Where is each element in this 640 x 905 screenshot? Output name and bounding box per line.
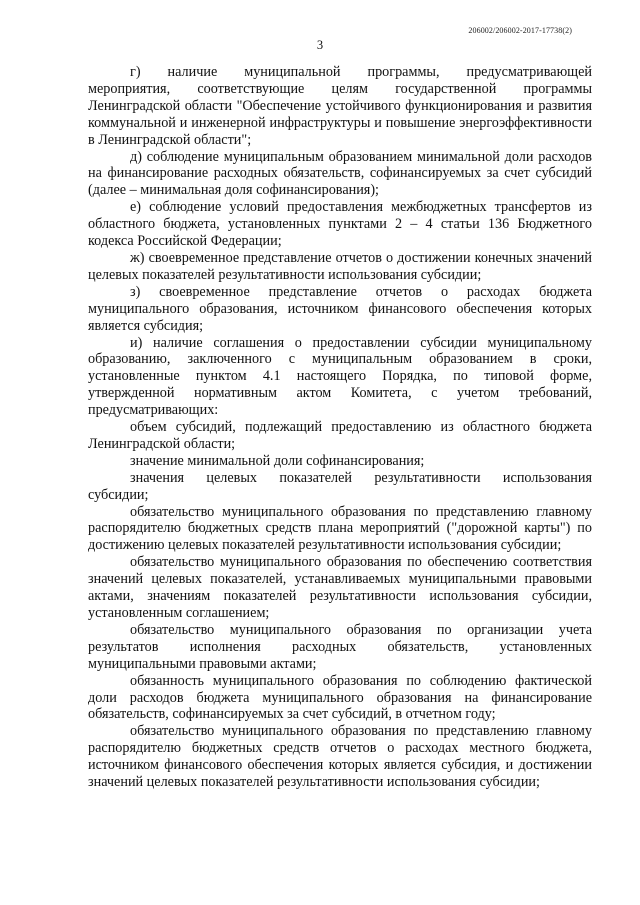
paragraph-e: е) соблюдение условий предоставления межбюджетных трансфертов из областного бюджета, установленных пунктами 2 – 4 статьи 136 Бюджетного кодекса Российской Федерации; <box>88 199 592 250</box>
paragraph-i: и) наличие соглашения о предоставлении субсидии муниципальному образованию, заключенного с муниципальным образованием в сроки, установленные пунктом 4.1 настоящего Порядка, по типовой форме, утвержденной нормативным актом Комитета, с учетом требований, предусматривающих: <box>88 334 592 419</box>
list-item-accounting-obligation: обязательство муниципального образования по организации учета результатов исполнения расходных обязательств, установленных муниципальными правовыми актами; <box>88 621 592 672</box>
list-item-subsidy-volume: объем субсидий, подлежащий предоставлению из областного бюджета Ленинградской области; <box>88 419 592 452</box>
paragraph-z: з) своевременное представление отчетов о расходах бюджета муниципального образования, источником финансового обеспечения которых является субсидия; <box>88 283 592 334</box>
list-item-min-share: значение минимальной доли софинансирования; <box>130 452 425 469</box>
list-item-roadmap-obligation: обязательство муниципального образования по представлению главному распорядителю бюджетных средств плана мероприятий ("дорожной карты") по достижению целевых показателей результативности использования субсидии; <box>88 503 592 554</box>
list-item-reporting-obligation: обязательство муниципального образования по представлению главному распорядителю бюджетных средств отчетов о расходах местного бюджета, источником финансового обеспечения которых является субсидия, и достижении значений целевых показателей результативности использования субсидии; <box>88 723 592 791</box>
list-item-indicator-compliance: обязательство муниципального образования по обеспечению соответствия значений целевых показателей, устанавливаемых муниципальными правовыми актами, значениям показателей результативности использования субсидии, установленным соглашением; <box>88 554 592 621</box>
document-registration-number: 206002/206002-2017-17738(2) <box>468 26 572 35</box>
list-item-actual-share-duty: обязанность муниципального образования по соблюдению фактической доли расходов бюджета муниципального образования на финансирование обязательств, софинансируемых за счет субсидий, в отчетном году; <box>88 672 592 723</box>
paragraph-d: д) соблюдение муниципальным образованием минимальной доли расходов на финансирование расходных обязательств, софинансируемых за счет субсидий (далее – минимальная доля софинансирования); <box>88 148 592 199</box>
paragraph-g: г) наличие муниципальной программы, предусматривающей мероприятия, соответствующие целям государственной программы Ленинградской области "Обеспечение устойчивого функционирования и развития коммунальной и инженерной инфраструктуры и повышение энергоэффективности в Ленинградской области"; <box>88 64 592 148</box>
list-item-target-values: значения целевых показателей результативности использования субсидии; <box>88 469 592 503</box>
document-body <box>88 64 592 791</box>
page-number: 3 <box>316 38 324 52</box>
paragraph-zh: ж) своевременное представление отчетов о достижении конечных значений целевых показателей результативности использования субсидии; <box>88 249 592 283</box>
